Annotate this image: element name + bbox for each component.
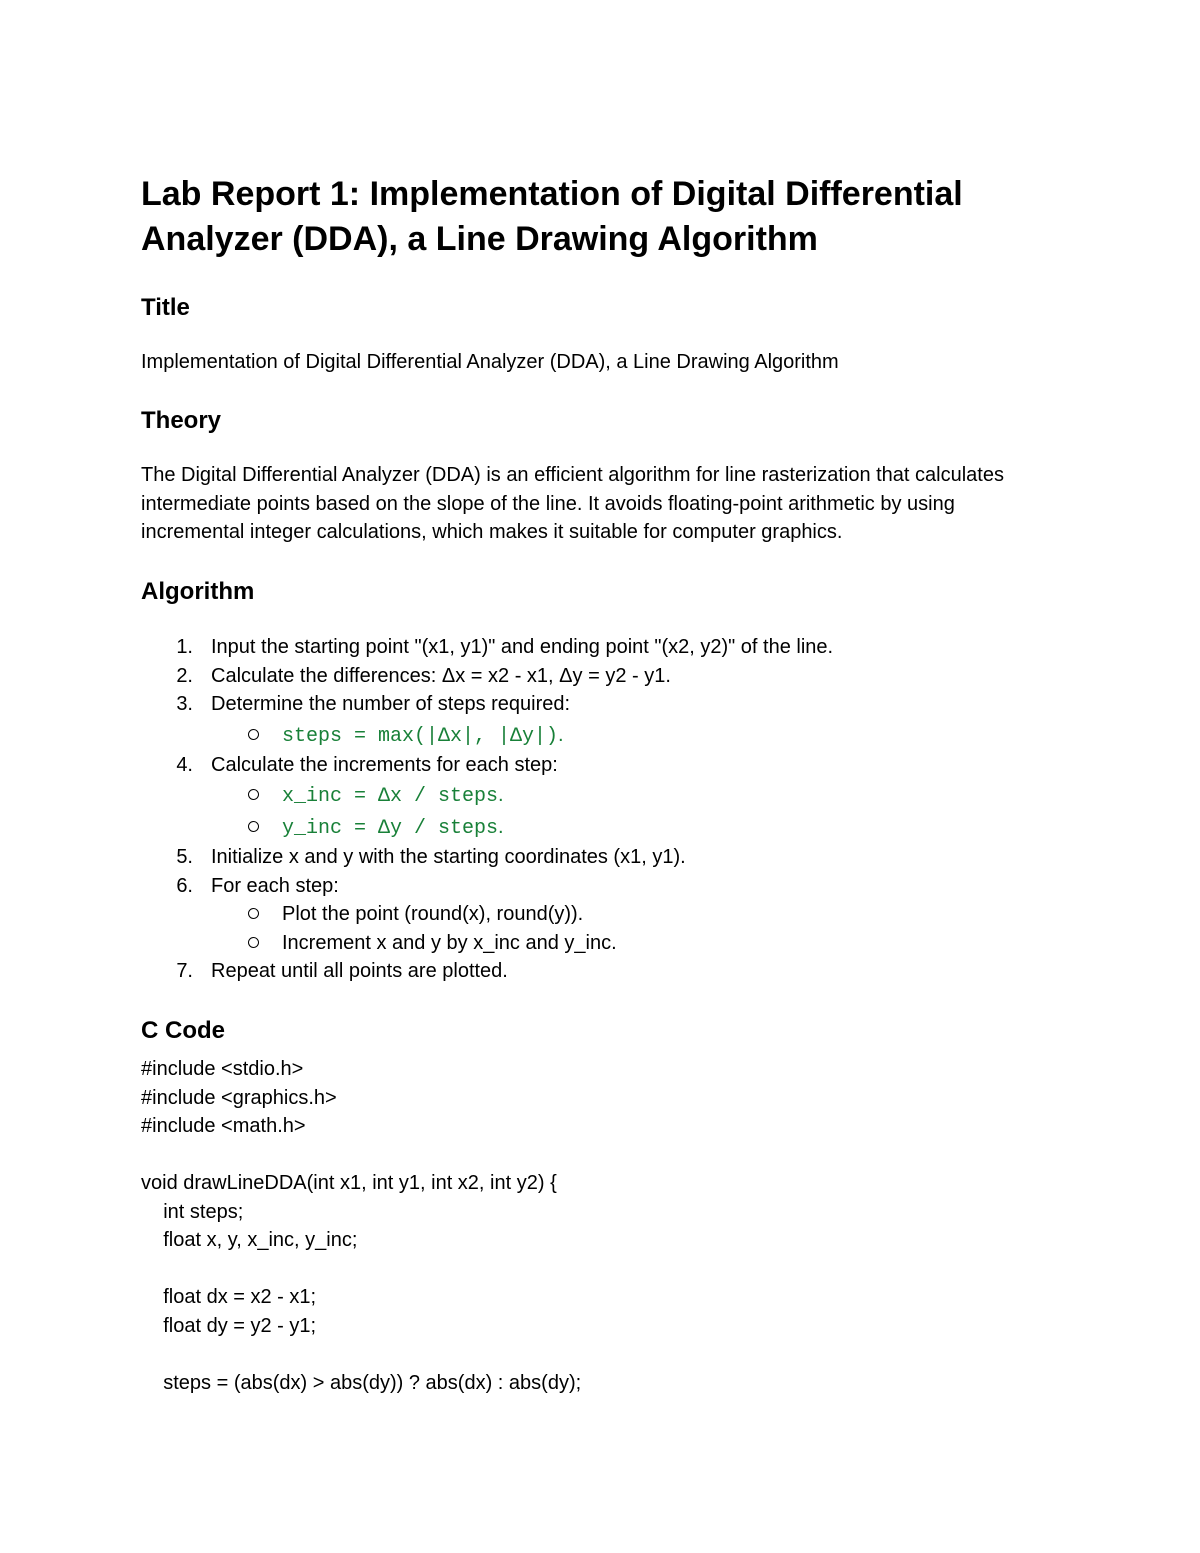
code-section-heading: C Code: [141, 1017, 225, 1044]
formula-code: steps = max(|Δx|, |Δy|): [282, 724, 559, 748]
code-line: #include <math.h>: [141, 1115, 306, 1137]
step-number: 2.: [176, 664, 193, 687]
formula-suffix: .: [498, 784, 504, 806]
algorithm-step: [141, 690, 1051, 719]
formula-suffix: .: [498, 816, 504, 838]
code-line: #include <stdio.h>: [141, 1058, 304, 1080]
hollow-bullet-icon: [248, 908, 259, 919]
algorithm-section-heading: Algorithm: [141, 578, 255, 605]
algorithm-list: [141, 633, 1051, 986]
step-text: Calculate the differences: Δx = x2 - x1, Δy = y2 - y1.: [211, 664, 671, 687]
step-text: Determine the number of steps required:: [211, 693, 571, 715]
code-line: #include <graphics.h>: [141, 1086, 337, 1109]
step-text: For each step:: [211, 874, 339, 897]
substep-formula: [282, 811, 504, 845]
formula-code: x_inc = Δx / steps: [282, 785, 499, 808]
substep-formula: [282, 779, 504, 813]
substep-formula: [282, 719, 564, 753]
document-title: Lab Report 1: Implementation of Digital Differential Analyzer (DDA), a Line Drawing Algorithm: [141, 175, 963, 258]
step-number: 7.: [176, 960, 193, 982]
substep-text: Plot the point (round(x), round(y)).: [282, 903, 584, 925]
hollow-bullet-icon: [248, 729, 259, 740]
theory-section-heading: Theory: [141, 407, 222, 434]
code-line: float x, y, x_inc, y_inc;: [141, 1229, 358, 1251]
hollow-bullet-icon: [248, 821, 259, 832]
step-text: Repeat until all points are plotted.: [211, 960, 508, 982]
title-section-heading: Title: [141, 294, 190, 321]
algorithm-step: [141, 957, 1051, 986]
code-line: [141, 1141, 581, 1170]
algorithm-step: [141, 633, 1051, 662]
algorithm-substep: [141, 719, 1051, 751]
formula-code: y_inc = Δy / steps: [282, 817, 499, 840]
title-section-text: Implementation of Digital Differential Analyzer (DDA), a Line Drawing Algorithm: [141, 351, 839, 373]
algorithm-substep: [141, 900, 1051, 929]
code-line: float dy = y2 - y1;: [141, 1314, 317, 1337]
algorithm-substep: [141, 779, 1051, 811]
code-line: int steps;: [141, 1200, 244, 1223]
theory-paragraph: The Digital Differential Analyzer (DDA) is an efficient algorithm for line rasterization that calculates intermediate points based on the slope of the line. It avoids floating-point arithmetic by using incremental integer calculations, which makes it suitable for computer graphics.: [141, 464, 1004, 543]
step-text: Calculate the increments for each step:: [211, 753, 558, 776]
code-line: [141, 1255, 581, 1284]
step-number: 5.: [176, 846, 193, 868]
formula-suffix: .: [558, 723, 564, 746]
algorithm-substep: [141, 811, 1051, 843]
code-line: [141, 1340, 581, 1369]
code-line: void drawLineDDA(int x1, int y1, int x2, int y2) {: [141, 1172, 557, 1194]
algorithm-step: [141, 662, 1051, 691]
algorithm-step: [141, 872, 1051, 901]
step-number: 4.: [176, 753, 193, 776]
substep-text: Increment x and y by x_inc and y_inc.: [282, 931, 617, 954]
c-code-block: [141, 1055, 581, 1397]
code-line: steps = (abs(dx) > abs(dy)) ? abs(dx) : abs(dy);: [141, 1371, 582, 1394]
hollow-bullet-icon: [248, 937, 259, 948]
step-text: Input the starting point "(x1, y1)" and ending point "(x2, y2)" of the line.: [211, 636, 834, 658]
code-line: float dx = x2 - x1;: [141, 1286, 317, 1308]
step-text: Initialize x and y with the starting coordinates (x1, y1).: [211, 846, 686, 868]
step-number: 1.: [176, 636, 193, 658]
step-number: 6.: [176, 874, 193, 897]
step-number: 3.: [176, 693, 193, 715]
hollow-bullet-icon: [248, 789, 259, 800]
algorithm-step: [141, 843, 1051, 872]
algorithm-substep: [141, 929, 1051, 958]
algorithm-step: [141, 751, 1051, 780]
